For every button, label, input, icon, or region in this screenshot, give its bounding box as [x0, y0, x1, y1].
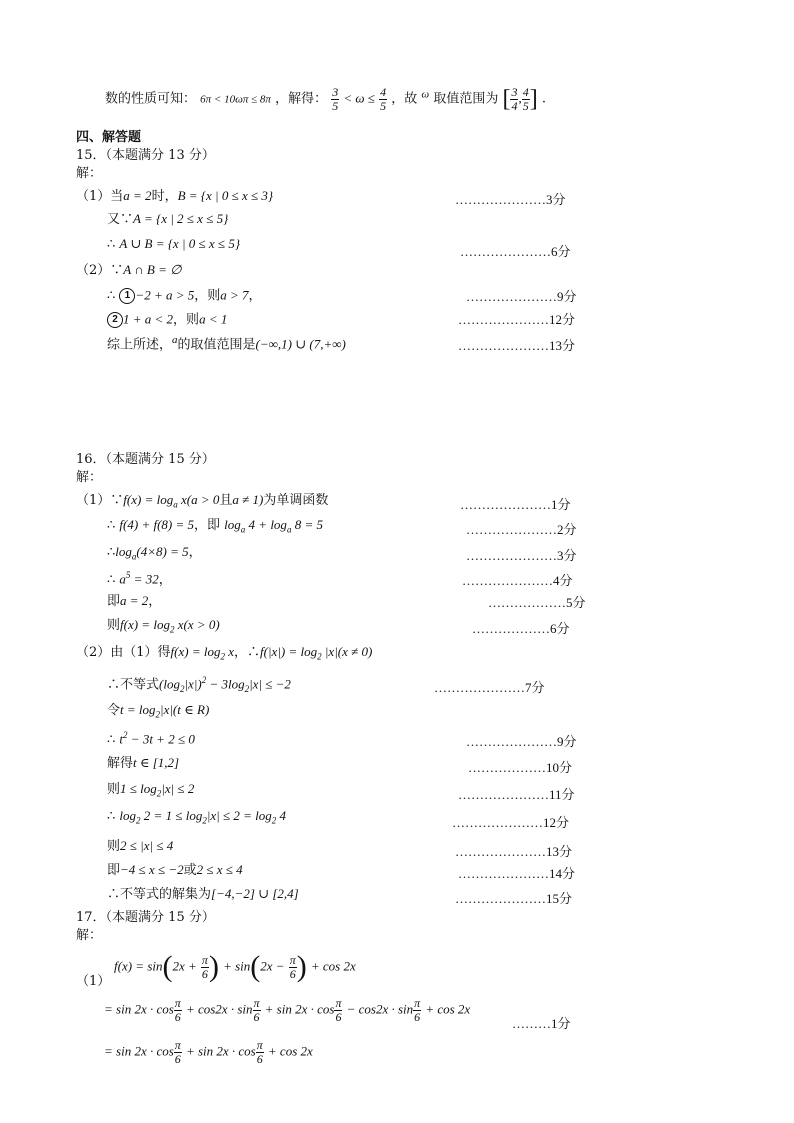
q16-line16: ∴不等式的解集为[−4,−2] ∪ [2,4] — [107, 886, 299, 902]
q16-score-14: …………………14分 — [458, 866, 576, 881]
q15-title: 15．（本题满分 13 分） — [76, 148, 215, 163]
q17-label-1: （1） — [76, 974, 111, 989]
q16-line13: ∴ $\log_2 2 = 1 \le \log_2|x| \le 2 = \log_2 4$ — [107, 808, 287, 826]
top-solve: ，解得： — [275, 91, 328, 107]
q16-score-4: …………………4分 — [462, 573, 573, 588]
q16-line7: （2）由（1）得$f(x) = \log_2 x$，∴f(|x|) = $\log_2 |x|(x \ne 0)$ — [76, 644, 373, 662]
q15-line4: （2）∵A ∩ B = ∅ — [76, 262, 182, 278]
q16-score-1: …………………1分 — [460, 497, 571, 512]
omega-symbol: ω — [421, 88, 430, 101]
range-bracket-close: ] — [529, 86, 538, 113]
q16-line5: 即a = 2， — [107, 593, 162, 609]
q16-line14: 则2 ≤ |x| ≤ 4 — [107, 838, 174, 854]
circled-number-2: 2 — [107, 312, 123, 328]
q15-score-9: …………………9分 — [466, 289, 577, 304]
q17-jie: 解： — [76, 928, 103, 943]
top-period: . — [541, 91, 546, 107]
q16-score-10: ………………10分 — [468, 760, 573, 775]
section-title: 四、解答题 — [76, 130, 142, 145]
q17-line3: = sin 2x · cos $\frac{\pi}{6}$ + sin 2x · cos $\frac{\pi}{6}$ + cos 2x — [104, 1038, 313, 1066]
top-prefix: 数的性质可知： — [105, 91, 197, 107]
q16-line9: 令$t = \log_2|x|(t$ ∈ R) — [107, 702, 210, 720]
q16-line3: $\therefore\log_a(4\times 8) = 5$， — [107, 544, 202, 562]
q15-score-13: …………………13分 — [458, 338, 576, 353]
q16-score-3: …………………3分 — [466, 548, 577, 563]
q15-line3: ∴ A ∪ B = {x | 0 ≤ x ≤ 5} — [107, 236, 241, 252]
q16-line4: ∴ $a^5 = 32$， — [107, 570, 172, 588]
q15-line2: 又∵A = {x | 2 ≤ x ≤ 5} — [107, 211, 229, 227]
q15-line5: ∴ 1 −2 + a > 5，则a > 7， — [107, 287, 262, 304]
q17-line2: = sin 2x · cos $\frac{\pi}{6}$ + cos2x · sin $\frac{\pi}{6}$ + sin 2x · cos $\frac{\pi}{6}$ − cos2x · sin $\frac{\pi}{6}$ + cos 2x — [104, 996, 471, 1024]
omega-ineq: < ω ≤ — [343, 90, 375, 106]
q17-score-1: ………1分 — [512, 1016, 571, 1031]
range-frac-2: $\frac{4}{5}$ — [522, 85, 529, 113]
q16-score-7: …………………7分 — [434, 680, 545, 695]
q16-line12: 则$1 \le \log_2|x| \le 2$ — [107, 781, 195, 799]
top-conclude: ，故 — [391, 91, 418, 107]
q16-score-6: ………………6分 — [472, 621, 570, 636]
q16-score-11: …………………11分 — [458, 787, 575, 802]
q16-score-9: …………………9分 — [466, 734, 577, 749]
q17-line1: f(x) = sin(2x + $\frac{\pi}{6}$ ) + sin(2x − $\frac{\pi}{6}$ ) + cos 2x — [114, 950, 356, 983]
q15-line1: （1）当a = 2时，B = {x | 0 ≤ x ≤ 3} — [76, 188, 274, 204]
q16-score-13: …………………13分 — [455, 844, 573, 859]
top-range-label: 取值范围为 — [433, 91, 499, 107]
q15-line6: 2 1 + a < 2，则a < 1 — [107, 312, 227, 328]
q16-line8: ∴不等式$(\log_2|x|)^2 - 3\log_2|x| \le -2$ — [107, 675, 291, 694]
q16-score-5: ………………5分 — [488, 595, 586, 610]
frac-upper: $\frac{4}{5}$ — [380, 85, 387, 113]
q16-line6: 则$f(x) = \log_2 x(x > 0)$ — [107, 617, 220, 635]
q16-score-2: …………………2分 — [466, 522, 577, 537]
q15-score-3: …………………3分 — [455, 192, 566, 207]
q16-line11: 解得t ∈ [1,2] — [107, 755, 180, 771]
q16-line1: （1）∵f(x) = $\log_a x(a > 0$且a ≠ 1)为单调函数 — [76, 492, 329, 510]
q16-line10: ∴ $t^2 - 3t + 2 \le 0$ — [107, 730, 195, 748]
range-bracket-open: [ — [502, 86, 511, 113]
q15-score-12: …………………12分 — [458, 312, 576, 327]
q16-score-12: …………………12分 — [452, 815, 570, 830]
q16-line15: 即−4 ≤ x ≤ −2或2 ≤ x ≤ 4 — [107, 862, 243, 878]
q15-jie: 解： — [76, 166, 103, 181]
q17-title: 17．（本题满分 15 分） — [76, 910, 215, 925]
frac-lower: $\frac{3}{5}$ — [332, 85, 339, 113]
top-line: 数的性质可知： 6π < 10ωπ ≤ 8π ，解得： $\frac{3}{5}$ < ω ≤ $\frac{4}{5}$ ，故 $^\omega$ 取值范围为 [ $\frac{3}{4}$ , $\frac{4}{5}$ ] . — [105, 85, 546, 113]
circled-number-1: 1 — [119, 288, 135, 304]
q16-title: 16．（本题满分 15 分） — [76, 452, 215, 467]
q15-score-6: …………………6分 — [460, 244, 571, 259]
q16-score-15: …………………15分 — [455, 891, 573, 906]
top-ineq1: 6π < 10ωπ ≤ 8π — [200, 93, 271, 106]
q15-line7: 综上所述，$^a$的取值范围是(−∞,1) ∪ (7,+∞) — [107, 334, 346, 353]
range-frac-1: $\frac{3}{4}$ — [511, 85, 518, 113]
q16-line2: ∴ f(4) + f(8) = 5，即 $\log_a 4 + \log_a 8 = 5$ — [107, 517, 323, 535]
q16-jie: 解： — [76, 470, 103, 485]
